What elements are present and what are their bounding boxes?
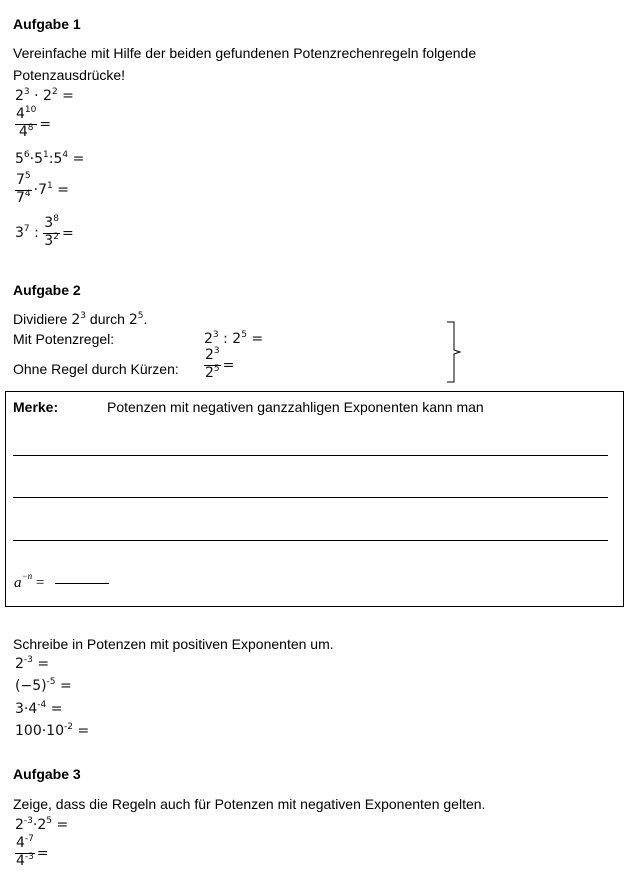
aufgabe3-expression-2: $\frac{4^{-7}}{4^{-3}}$ = <box>16 834 49 869</box>
aufgabe3-heading: Aufgabe 3 <box>13 766 81 782</box>
rule-label: Mit Potenzregel: <box>13 331 115 347</box>
answer-line-1[interactable] <box>13 455 608 456</box>
positive-expression-1: $2^{-3}$ = <box>15 655 50 672</box>
rule-expression: $2^3$ : $2^5$ = <box>204 330 264 347</box>
merke-label: Merke: <box>13 399 59 415</box>
merke-text: Potenzen mit negativen ganzzahligen Exponenten kann man <box>107 399 484 415</box>
fraction: $\frac{4^{-7}}{4^{-3}}$ <box>16 834 34 869</box>
answer-line-2[interactable] <box>13 497 608 498</box>
fraction: $\frac{2^3}{2^5}$ <box>205 346 220 381</box>
aufgabe1-instruction-line2: Potenzausdrücke! <box>13 67 126 83</box>
merke-box <box>5 391 624 607</box>
fraction: $\frac{4^{10}}{4^8}$ <box>16 105 37 140</box>
aufgabe1-expression-5: $3^7$ : $\frac{3^8}{3^2}$ = <box>15 214 74 249</box>
aufgabe1-expression-3: $5^6\cdot 5^1:5^4$ = <box>15 150 85 167</box>
cancel-label: Ohne Regel durch Kürzen: <box>13 361 179 377</box>
aufgabe1-expression-4: $\frac{7^5}{7^4}$ $\cdot 7^1$ = <box>16 171 69 206</box>
aufgabe1-expression-1: $2^3 \cdot 2^2$ = <box>15 87 74 104</box>
aufgabe1-instruction-line1: Vereinfache mit Hilfe der beiden gefundenen Potenzrechenregeln folgende <box>13 45 477 61</box>
fraction: $\frac{7^5}{7^4}$ <box>16 171 31 206</box>
aufgabe1-heading: Aufgabe 1 <box>13 16 81 32</box>
aufgabe1-expression-2: $\frac{4^{10}}{4^8}$ = <box>16 105 52 140</box>
positive-expression-2: $(-5)^{-5}$ = <box>15 677 72 694</box>
positive-expression-3: $3\cdot 4^{-4}$ = <box>15 700 63 717</box>
positive-exponents-instruction: Schreibe in Potenzen mit positiven Exponenten um. <box>13 636 334 652</box>
merke-formula: $a^{-n}$ = <box>14 571 45 591</box>
aufgabe3-instruction: Zeige, dass die Regeln auch für Potenzen mit negativen Exponenten gelten. <box>13 796 486 812</box>
aufgabe3-expression-1: $2^{-3}\cdot 2^5$ = <box>15 816 69 833</box>
aufgabe2-heading: Aufgabe 2 <box>13 282 81 298</box>
fraction: $\frac{3^8}{3^2}$ <box>44 214 59 249</box>
answer-line-3[interactable] <box>13 540 608 541</box>
cancel-expression: $\frac{2^3}{2^5}$ = <box>205 346 235 381</box>
curly-brace-icon <box>446 321 466 383</box>
formula-answer-line[interactable] <box>55 583 109 584</box>
aufgabe2-instruction: Dividiere $2^3$ durch $2^5$. <box>13 311 148 328</box>
positive-expression-4: $100\cdot 10^{-2}$ = <box>15 722 90 739</box>
